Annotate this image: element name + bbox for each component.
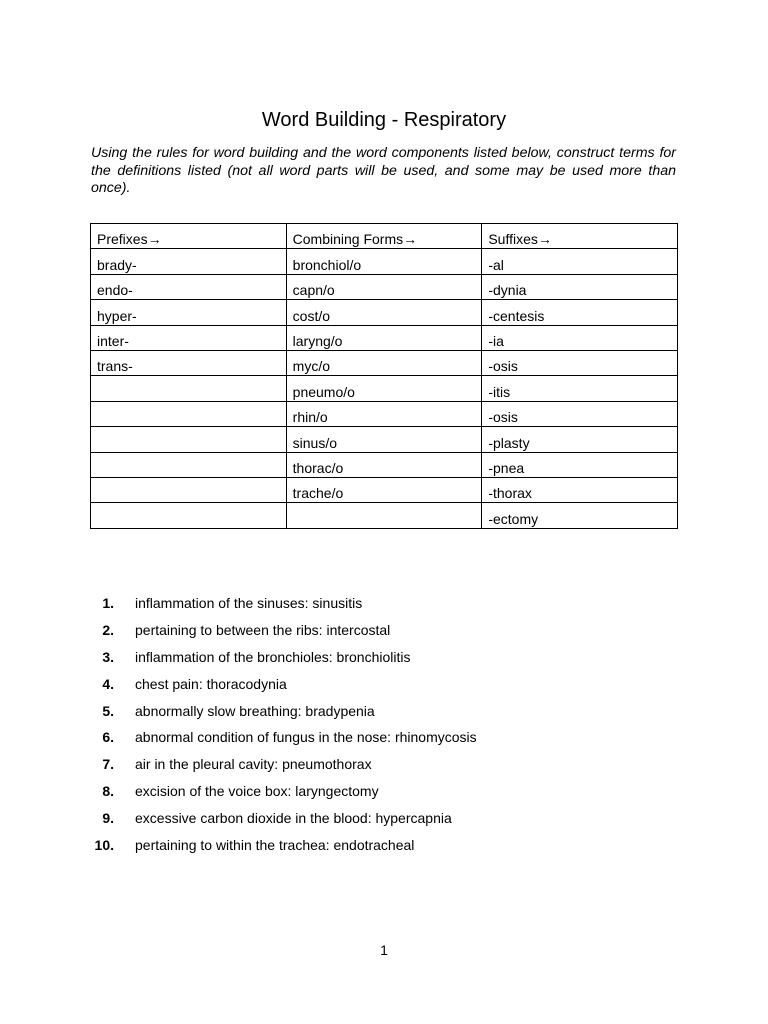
combining-form-cell: cost/o — [286, 300, 482, 325]
word-parts-table — [90, 223, 678, 529]
question-list — [90, 590, 690, 858]
instructions-paragraph: Using the rules for word building and the word components listed below, construct terms for the definitions listed (not all word parts will be used, and some may be used more than once). — [91, 145, 676, 196]
suffix-cell: -pnea — [482, 452, 678, 477]
combining-form-cell: capn/o — [286, 274, 482, 299]
question-number: 6. — [102, 729, 114, 746]
suffix-cell: -thorax — [482, 477, 678, 502]
list-item — [90, 697, 690, 724]
question-text: pertaining to between the ribs: intercostal — [135, 622, 391, 639]
question-number: 8. — [102, 782, 114, 799]
question-number: 1. — [102, 595, 114, 612]
table-row — [91, 452, 678, 477]
prefix-cell — [91, 503, 287, 528]
prefix-cell — [91, 376, 287, 401]
question-text: excision of the voice box: laryngectomy — [135, 782, 379, 799]
prefix-cell — [91, 477, 287, 502]
page-number: 1 — [380, 942, 388, 958]
question-number: 5. — [102, 702, 114, 719]
prefix-cell — [91, 401, 287, 426]
suffix-cell: -osis — [482, 401, 678, 426]
question-number: 7. — [102, 756, 114, 773]
table-row — [91, 477, 678, 502]
table-row — [91, 376, 678, 401]
question-text: abnormal condition of fungus in the nose: rhinomycosis — [135, 729, 477, 746]
question-text: inflammation of the sinuses: sinusitis — [135, 595, 363, 612]
list-item — [90, 778, 690, 805]
question-text: chest pain: thoracodynia — [135, 675, 287, 692]
table-row — [91, 325, 678, 350]
combining-form-cell: laryng/o — [286, 325, 482, 350]
prefix-cell: inter- — [91, 325, 287, 350]
list-item — [90, 670, 690, 697]
table-row — [91, 249, 678, 274]
question-number: 4. — [102, 675, 114, 692]
suffix-cell: -osis — [482, 350, 678, 375]
question-text: pertaining to within the trachea: endotracheal — [135, 836, 415, 853]
table-row — [91, 350, 678, 375]
list-item — [90, 724, 690, 751]
prefix-cell: trans- — [91, 350, 287, 375]
prefix-cell — [91, 452, 287, 477]
list-item — [90, 751, 690, 778]
suffix-cell: -itis — [482, 376, 678, 401]
question-number: 10. — [94, 836, 114, 853]
prefix-cell: hyper- — [91, 300, 287, 325]
table-row — [91, 401, 678, 426]
question-number: 2. — [102, 622, 114, 639]
table-row — [91, 274, 678, 299]
question-text: inflammation of the bronchioles: bronchiolitis — [135, 648, 411, 665]
suffix-cell: -ia — [482, 325, 678, 350]
table-header-row — [91, 224, 678, 249]
table-row — [91, 427, 678, 452]
header-prefixes: Prefixes→ — [91, 224, 287, 249]
list-item — [90, 644, 690, 671]
suffix-cell: -centesis — [482, 300, 678, 325]
combining-form-cell: bronchiol/o — [286, 249, 482, 274]
combining-form-cell: rhin/o — [286, 401, 482, 426]
suffix-cell: -dynia — [482, 274, 678, 299]
combining-form-cell: sinus/o — [286, 427, 482, 452]
combining-form-cell — [286, 503, 482, 528]
question-number: 9. — [102, 809, 114, 826]
suffix-cell: -ectomy — [482, 503, 678, 528]
table-row — [91, 300, 678, 325]
question-text: air in the pleural cavity: pneumothorax — [135, 756, 372, 773]
list-item — [90, 617, 690, 644]
list-item — [90, 590, 690, 617]
header-suffixes: Suffixes→ — [482, 224, 678, 249]
suffix-cell: -al — [482, 249, 678, 274]
question-number: 3. — [102, 648, 114, 665]
combining-form-cell: thorac/o — [286, 452, 482, 477]
suffix-cell: -plasty — [482, 427, 678, 452]
list-item — [90, 804, 690, 831]
question-text: abnormally slow breathing: bradypenia — [135, 702, 375, 719]
page-title: Word Building - Respiratory — [261, 109, 507, 131]
prefix-cell: brady- — [91, 249, 287, 274]
prefix-cell: endo- — [91, 274, 287, 299]
header-combining-forms: Combining Forms→ — [286, 224, 482, 249]
prefix-cell — [91, 427, 287, 452]
combining-form-cell: pneumo/o — [286, 376, 482, 401]
question-text: excessive carbon dioxide in the blood: hypercapnia — [135, 809, 452, 826]
table-row — [91, 503, 678, 528]
combining-form-cell: trache/o — [286, 477, 482, 502]
combining-form-cell: myc/o — [286, 350, 482, 375]
list-item — [90, 831, 690, 858]
